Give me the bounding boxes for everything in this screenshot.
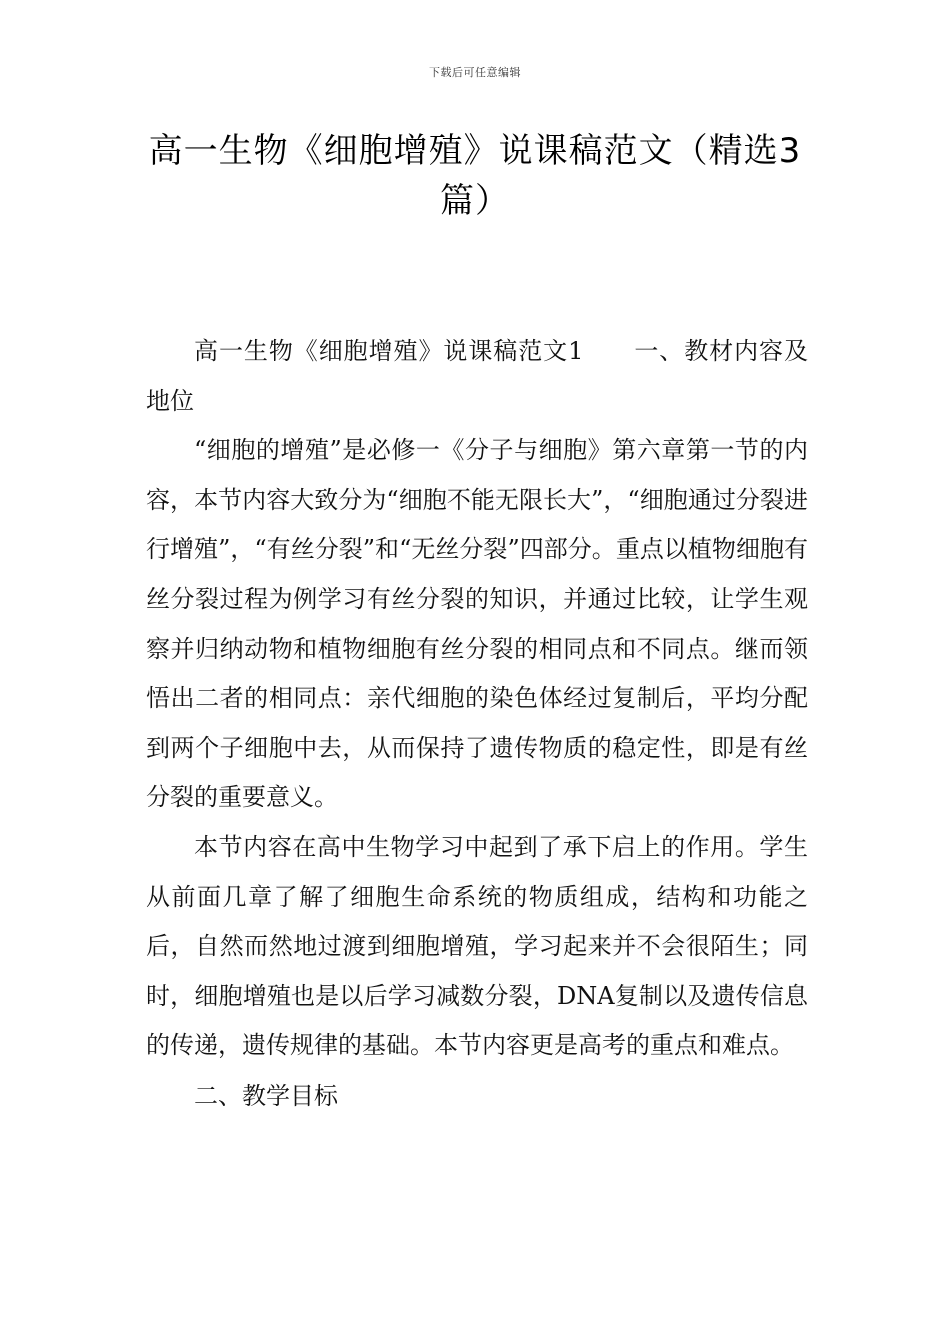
section-intro-line — [146, 327, 808, 426]
header-note: 下载后可任意编辑 — [429, 66, 521, 79]
document-title: 高一生物《细胞增殖》说课稿范文（精选3篇） — [148, 131, 802, 221]
section-heading-teaching-content: 一、教材内容及地位 — [146, 337, 808, 415]
paragraph: “细胞的增殖”是必修一《分子与细胞》第六章第一节的内容，本节内容大致分为“细胞不能无限长大”，“细胞通过分裂进行增殖”，“有丝分裂”和“无丝分裂”四部分。重点以植物细胞有丝分裂过程为例学习有丝分裂的知识，并通过比较，让学生观察并归纳动物和植物细胞有丝分裂的相同点和不同点。继而领悟出二者的相同点：亲代细胞的染色体经过复制后，平均分配到两个子细胞中去，从而保持了遗传物质的稳定性，即是有丝分裂的重要意义。 — [146, 436, 808, 812]
paragraph: 本节内容在高中生物学习中起到了承下启上的作用。学生从前面几章了解了细胞生命系统的物质组成，结构和功能之后，自然而然地过渡到细胞增殖，学习起来并不会很陌生；同时，细胞增殖也是以后学习减数分裂，DNA复制以及遗传信息的传递，遗传规律的基础。本节内容更是高考的重点和难点。 — [146, 832, 808, 1060]
document-body — [146, 327, 808, 1122]
section-heading-teaching-goals: 二、教学目标 — [194, 1081, 338, 1110]
section-intro: 高一生物《细胞增殖》说课稿范文1 — [194, 337, 584, 365]
